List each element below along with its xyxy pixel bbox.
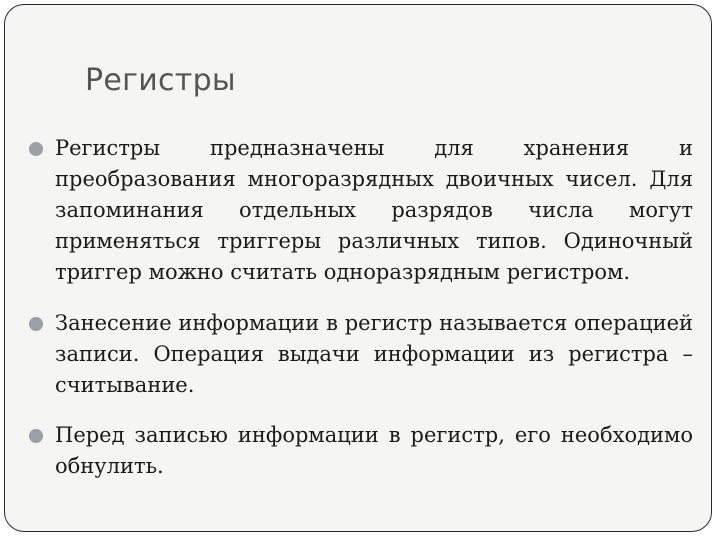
- bullet-item: [25, 420, 693, 482]
- bullet-dot-icon: [29, 429, 43, 443]
- bullet-text: Регистры предназначены для хранения и преобразования многоразрядных двоичных чисел. Для запоминания отдельных разрядов числа могут применяться триггеры различных типов. Одиночный триггер можно считать одноразрядным регистром.: [55, 136, 693, 284]
- bullet-list: [25, 133, 693, 502]
- slide-title: Регистры: [85, 63, 236, 98]
- bullet-item: [25, 308, 693, 401]
- bullet-item: [25, 133, 693, 288]
- bullet-dot-icon: [29, 317, 43, 331]
- bullet-dot-icon: [29, 142, 43, 156]
- bullet-text: Перед записью информации в регистр, его необходимо обнулить.: [55, 423, 693, 478]
- bullet-text: Занесение информации в регистр называется операцией записи. Операция выдачи информации из регистра – считывание.: [55, 311, 693, 397]
- slide-frame: [4, 4, 712, 532]
